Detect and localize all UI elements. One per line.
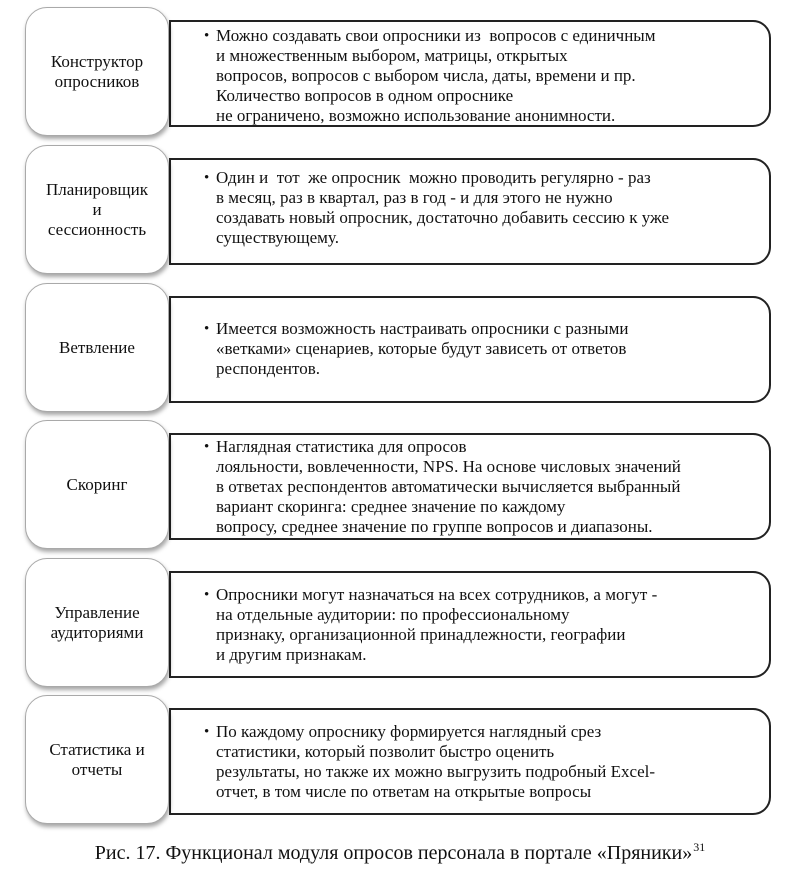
feature-label-line: и bbox=[92, 199, 102, 219]
feature-description bbox=[204, 26, 655, 126]
feature-description-box bbox=[169, 20, 771, 127]
feature-label-line: аудиториями bbox=[50, 622, 144, 642]
feature-description bbox=[204, 585, 657, 665]
description-line: Имеется возможность настраивать опросники с разными bbox=[216, 319, 629, 338]
feature-description bbox=[204, 437, 681, 537]
feature-description-box bbox=[169, 571, 771, 678]
description-line: По каждому опроснику формируется наглядный срез bbox=[216, 722, 602, 741]
description-line: Наглядная статистика для опросов bbox=[216, 437, 467, 456]
feature-row-audience bbox=[0, 558, 800, 690]
feature-label-line: Ветвление bbox=[59, 337, 135, 357]
description-line: и множественным выбором, матрицы, открытых bbox=[216, 46, 568, 65]
feature-label-box bbox=[25, 695, 169, 824]
feature-label-line: Конструктор bbox=[50, 51, 144, 71]
description-line: и другим признакам. bbox=[216, 645, 367, 664]
description-line: результаты, но также их можно выгрузить подробный Excel- bbox=[216, 762, 656, 781]
description-line: «ветками» сценариев, которые будут зависеть от ответов bbox=[216, 339, 627, 358]
feature-description-box bbox=[169, 296, 771, 403]
feature-label-box bbox=[25, 420, 169, 549]
description-line: признаку, организационной принадлежности, географии bbox=[216, 625, 626, 644]
bullet-icon: • bbox=[204, 587, 210, 603]
feature-label-line: Управление bbox=[54, 602, 140, 622]
bullet-icon: • bbox=[204, 439, 210, 455]
feature-label-line: Статистика и bbox=[49, 739, 145, 759]
description-line: не ограничено, возможно использование анонимности. bbox=[216, 106, 616, 125]
bullet-icon: • bbox=[204, 28, 210, 44]
feature-row-scoring bbox=[0, 420, 800, 552]
description-line: вопросов, вопросов с выбором числа, даты, времени и пр. bbox=[216, 66, 636, 85]
description-line: Количество вопросов в одном опроснике bbox=[216, 86, 514, 105]
description-line: Один и тот же опросник можно проводить регулярно - раз bbox=[216, 168, 651, 187]
figure-caption bbox=[0, 840, 800, 866]
feature-row-constructor bbox=[0, 7, 800, 139]
bullet-icon: • bbox=[204, 724, 210, 740]
description-line: вариант скоринга: среднее значение по каждому bbox=[216, 497, 566, 516]
description-line: отчет, в том числе по ответам на открытые вопросы bbox=[216, 782, 592, 801]
feature-row-branching bbox=[0, 283, 800, 415]
footnote-marker: 31 bbox=[693, 840, 706, 854]
feature-label-line: Планировщик bbox=[46, 179, 148, 199]
feature-label-line: Скоринг bbox=[66, 474, 128, 494]
feature-label-box bbox=[25, 7, 169, 136]
caption-text: Рис. 17. Функционал модуля опросов персонала в портале «Пряники» bbox=[94, 842, 693, 864]
bullet-icon: • bbox=[204, 321, 210, 337]
feature-label-box bbox=[25, 145, 169, 274]
description-line: Опросники могут назначаться на всех сотрудников, а могут - bbox=[216, 585, 658, 604]
feature-row-statistics bbox=[0, 695, 800, 827]
description-line: создавать новый опросник, достаточно добавить сессию к уже bbox=[216, 208, 670, 227]
feature-label-line: отчеты bbox=[71, 759, 123, 779]
description-line: в ответах респондентов автоматически вычисляется выбранный bbox=[216, 477, 681, 496]
feature-description bbox=[204, 722, 655, 802]
feature-label-box bbox=[25, 558, 169, 687]
feature-row-scheduler bbox=[0, 145, 800, 277]
description-line: на отдельные аудитории: по профессиональному bbox=[216, 605, 570, 624]
description-line: респондентов. bbox=[216, 359, 320, 378]
description-line: в месяц, раз в квартал, раз в год - и для этого не нужно bbox=[216, 188, 613, 207]
description-line: Можно создавать свои опросники из вопросов с единичным bbox=[216, 26, 656, 45]
feature-description-box bbox=[169, 433, 771, 540]
feature-label-box bbox=[25, 283, 169, 412]
description-line: существующему. bbox=[216, 228, 339, 247]
description-line: вопросу, среднее значение по группе вопросов и диапазоны. bbox=[216, 517, 653, 536]
description-line: статистики, который позволит быстро оценить bbox=[216, 742, 555, 761]
bullet-icon: • bbox=[204, 170, 210, 186]
feature-description bbox=[204, 168, 669, 248]
feature-description bbox=[204, 319, 628, 379]
feature-label-line: сессионность bbox=[47, 219, 147, 239]
feature-label-line: опросников bbox=[54, 71, 140, 91]
feature-description-box bbox=[169, 158, 771, 265]
description-line: лояльности, вовлеченности, NPS. На основе числовых значений bbox=[216, 457, 681, 476]
feature-description-box bbox=[169, 708, 771, 815]
